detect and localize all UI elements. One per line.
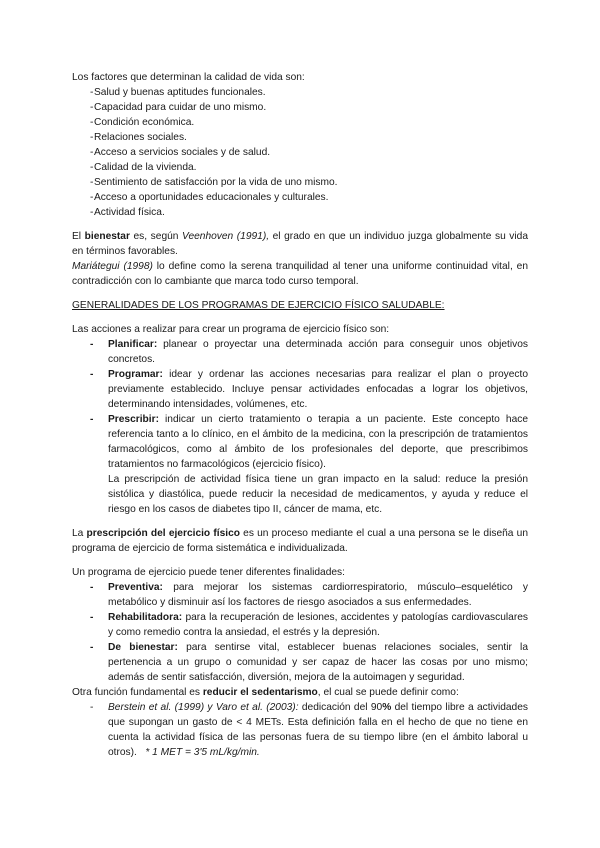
wellbeing-definition-2: Mariátegui (1998) lo define como la serena tranquilidad al tener una uniforme continuidad vital, en contradicción con lo cambiante que marca todo curso temporal. bbox=[72, 261, 528, 287]
item-term: De bienestar: bbox=[108, 642, 178, 653]
sedentarism-term: reducir el sedentarismo bbox=[202, 687, 318, 698]
dash-marker: - bbox=[90, 117, 94, 128]
dash-marker: - bbox=[90, 102, 94, 113]
list-item: - Relaciones sociales. bbox=[90, 132, 187, 143]
list-item: - Berstein et al. (1999) y Varo et al. (2003): dedicación del 90% del tiempo libre a actividades que supongan un gasto de < 4 METs. Esta definición falla en el hecho de que no tiene en cuenta la actividad física de las personas fuera de su tiempo libre (en el ámbito laboral u otros). * 1 MET = 3'5 mL/kg/min. bbox=[90, 702, 528, 758]
list-item: - Calidad de la vivienda. bbox=[90, 162, 197, 173]
wellbeing-term: bienestar bbox=[84, 231, 130, 242]
item-term: Planificar: bbox=[108, 339, 158, 350]
dash-marker: - bbox=[90, 87, 94, 98]
sedentarism-list bbox=[72, 700, 528, 760]
sedentarism-intro: Otra función fundamental es reducir el sedentarismo, el cual se puede definir como: bbox=[72, 687, 459, 698]
item-term: Prescribir: bbox=[108, 414, 159, 425]
list-item: - Planificar: planear o proyectar una determinada acción para conseguir unos objetivos concretos. bbox=[90, 339, 528, 365]
met-note: * 1 MET = 3'5 mL/kg/min. bbox=[145, 747, 260, 758]
dash-marker: - bbox=[90, 642, 94, 653]
dash-marker: - bbox=[90, 132, 94, 143]
citation: Veenhoven (1991), bbox=[182, 231, 270, 242]
dash-marker: - bbox=[90, 162, 94, 173]
list-item: - Prescribir: indicar un cierto tratamiento o terapia a un paciente. Este concepto hace referencia tanto a lo clínico, en el ámbito de la medicina, con la prescripción de tratamientos farmacológicos, como al ámbito de los profesionales del deporte, que prescribimos tratamientos no farmacológicos (ejercicio físico). bbox=[90, 414, 528, 470]
actions-intro: Las acciones a realizar para crear un programa de ejercicio físico son: bbox=[72, 324, 390, 335]
list-item: - Sentimiento de satisfacción por la vida de uno mismo. bbox=[90, 177, 338, 188]
dash-marker: - bbox=[90, 177, 94, 188]
dash-marker: - bbox=[90, 369, 94, 380]
list-item: - Acceso a servicios sociales y de salud. bbox=[90, 147, 271, 158]
dash-marker: - bbox=[90, 612, 94, 623]
list-item: - Rehabilitadora: para la recuperación de lesiones, accidentes y patologías cardiovasculares y como remedio contra la ansiedad, el estrés y la depresión. bbox=[90, 612, 528, 638]
dash-marker: - bbox=[90, 702, 94, 713]
factors-intro: Los factores que determinan la calidad de vida son: bbox=[72, 72, 305, 83]
document-page bbox=[72, 70, 528, 760]
dash-marker: - bbox=[90, 414, 94, 425]
factors-list bbox=[72, 85, 528, 220]
item-term: Rehabilitadora: bbox=[108, 612, 183, 623]
list-item: - Condición económica. bbox=[90, 117, 195, 128]
dash-marker: - bbox=[90, 582, 94, 593]
citation: Mariátegui (1998) bbox=[72, 261, 153, 272]
list-item: - Programar: idear y ordenar las acciones necesarias para realizar el plan o proyecto previamente establecido. Incluye pensar actividades enfocadas a lograr los objetivos, determinando intensidades, volúmenes, etc. bbox=[90, 369, 528, 410]
list-item: - Acceso a oportunidades educacionales y culturales. bbox=[90, 192, 329, 203]
actions-list bbox=[72, 337, 528, 472]
section-heading: GENERALIDADES DE LOS PROGRAMAS DE EJERCICIO FÍSICO SALUDABLE: bbox=[72, 300, 445, 311]
prescription-term: prescripción del ejercicio físico bbox=[86, 528, 240, 539]
list-item: - De bienestar: para sentirse vital, establecer buenas relaciones sociales, sentir la pertenencia a un grupo o comunidad y ser capaz de hacer las cosas por uno mismo; además de sentir satisfacción, diversión, mejora de la autoimagen y seguridad. bbox=[90, 642, 528, 683]
dash-marker: - bbox=[90, 147, 94, 158]
purposes-list bbox=[72, 580, 528, 685]
prescription-definition: La prescripción del ejercicio físico es un proceso mediante el cual a una persona se le diseña un programa de ejercicio de forma sistemática e individualizada. bbox=[72, 528, 528, 554]
dash-marker: - bbox=[90, 192, 94, 203]
prescription-note: La prescripción de actividad física tiene un gran impacto en la salud: reduce la presión sistólica y diastólica, puede reducir la necesidad de medicamentos, y ayuda y reduce el riesgo en los casos de diabetes tipo II, cáncer de mama, etc. bbox=[108, 474, 528, 515]
list-item: - Capacidad para cuidar de uno mismo. bbox=[90, 102, 267, 113]
dash-marker: - bbox=[90, 339, 94, 350]
dash-marker: - bbox=[90, 207, 94, 218]
wellbeing-definition: El bienestar es, según Veenhoven (1991), el grado en que un individuo juzga globalmente su vida en términos favorables. bbox=[72, 231, 529, 257]
list-item: - Salud y buenas aptitudes funcionales. bbox=[90, 87, 266, 98]
item-term: Preventiva: bbox=[108, 582, 163, 593]
list-item: - Preventiva: para mejorar los sistemas cardiorrespiratorio, músculo–esquelético y metabólico y disminuir así los factores de riesgo asociados a sus enfermedades. bbox=[90, 582, 528, 608]
purposes-intro: Un programa de ejercicio puede tener diferentes finalidades: bbox=[72, 567, 345, 578]
list-item: - Actividad física. bbox=[90, 207, 165, 218]
citation: Berstein et al. (1999) y Varo et al. (2003): bbox=[108, 702, 299, 713]
item-term: Programar: bbox=[108, 369, 163, 380]
